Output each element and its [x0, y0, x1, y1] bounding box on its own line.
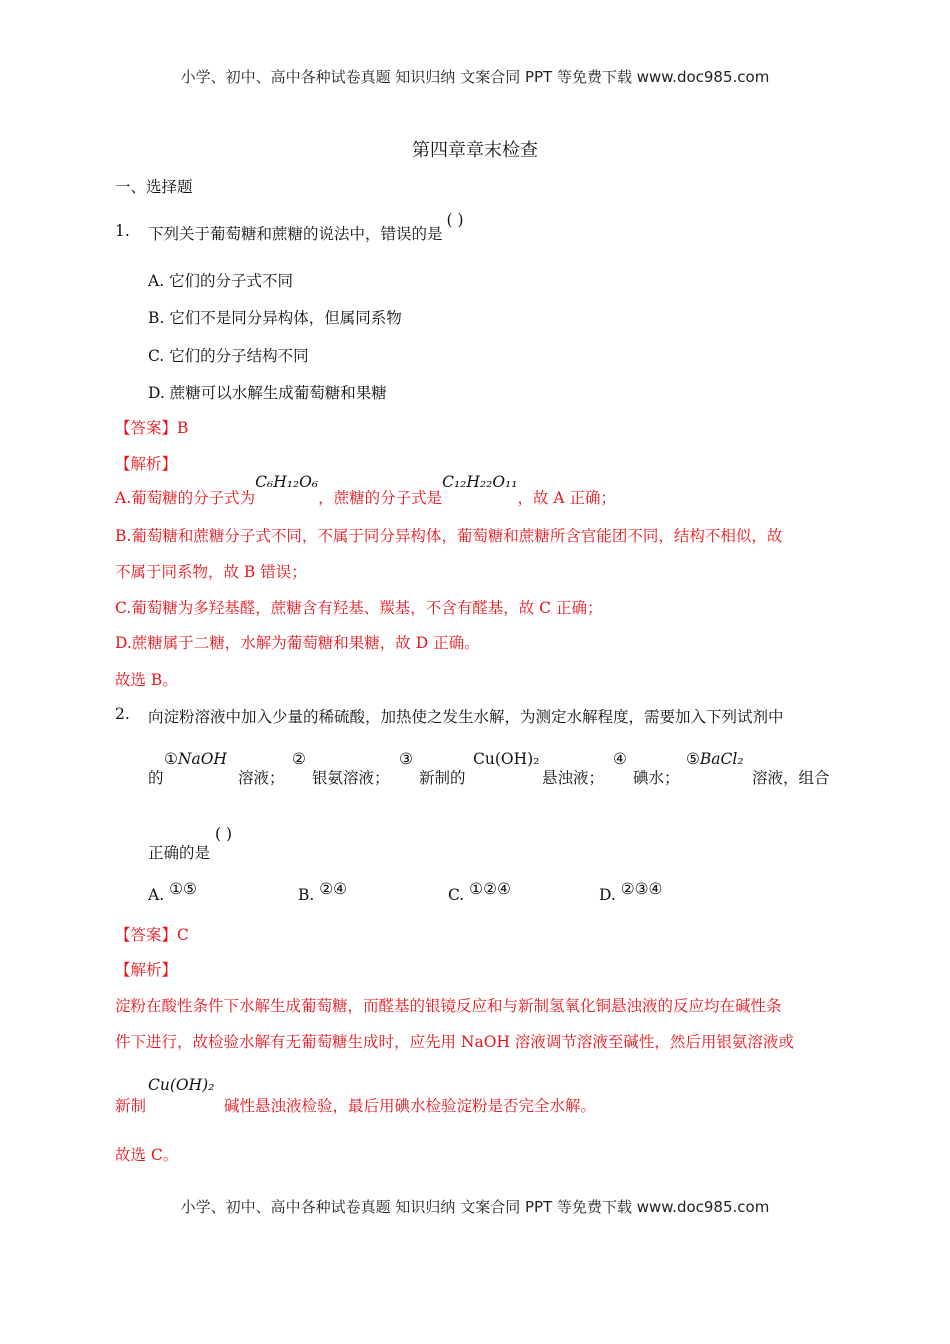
q2-option-c-value: ①②④: [469, 880, 511, 898]
page-footer: 小学、初中、高中各种试卷真题 知识归纳 文案合同 PPT 等免费下载 www.doc985.com: [180, 1198, 770, 1216]
reagent-4-text: 碘水；: [633, 769, 680, 787]
section-heading: 一、选择题: [115, 178, 193, 196]
bacl2-formula: BaCl₂: [699, 750, 744, 768]
q2-analysis-line1: 淀粉在酸性条件下水解生成葡萄糖，而醛基的银镜反应和与新制氢氧化铜悬浊液的反应均在碱性条: [115, 997, 782, 1015]
q2-analysis-line3-prefix: 新制: [115, 1097, 147, 1115]
reagent-4-mark: ④: [613, 750, 627, 768]
q1-conclusion: 故选 B。: [115, 671, 178, 689]
naoh-formula: NaOH: [177, 750, 227, 768]
q2-analysis-line3-suffix: 碱性悬浊液检验，最后用碘水检验淀粉是否完全水解。: [224, 1097, 597, 1115]
q1-option-b: B. 它们不是同分异构体，但属同系物: [148, 309, 402, 327]
document-title: 第四章章末检查: [412, 140, 538, 161]
reagent-3-text: 新制的: [419, 769, 466, 787]
q1-answer: 【答案】B: [115, 419, 189, 437]
reagent-2-text: 银氨溶液；: [312, 769, 390, 787]
page-header: 小学、初中、高中各种试卷真题 知识归纳 文案合同 PPT 等免费下载 www.doc985.com: [180, 68, 770, 86]
reagent-3-mark: ③: [399, 750, 413, 768]
glucose-formula: C₆H₁₂O₆: [255, 473, 319, 491]
cuoh2-formula: Cu(OH)₂: [473, 750, 540, 768]
q2-de: 的: [148, 769, 164, 787]
q2-stem-line1: 向淀粉溶液中加入少量的稀硫酸，加热使之发生水解，为测定水解程度，需要加入下列试剂中: [148, 708, 784, 726]
q2-option-a-label: A.: [148, 886, 165, 904]
sucrose-formula: C₁₂H₂₂O₁₁: [442, 473, 518, 491]
q2-option-b: [298, 880, 348, 904]
q1-option-d: D. 蔗糖可以水解生成葡萄糖和果糖: [148, 384, 387, 402]
reagent-1-text: 溶液；: [238, 769, 285, 787]
q2-option-b-label: B.: [298, 886, 315, 904]
q1-analysis-b-line2: 不属于同系物，故 B 错误；: [115, 563, 307, 581]
q1-analysis-d: D.蔗糖属于二糖，水解为葡萄糖和果糖，故 D 正确。: [115, 634, 480, 652]
q1-analysis-a: [115, 473, 617, 508]
q1-option-a: A. 它们的分子式不同: [148, 272, 294, 290]
q1-answer-paren: ( ): [446, 211, 464, 229]
q2-analysis-label: 【解析】: [115, 961, 178, 979]
q2-answer: 【答案】C: [115, 926, 189, 944]
q1-number: 1.: [115, 222, 130, 240]
q1-analysis-b-line1: B.葡萄糖和蔗糖分子式不同，不属于同分异构体，葡萄糖和蔗糖所含官能团不同，结构不相似，故: [115, 527, 783, 545]
q2-conclusion: 故选 C。: [115, 1146, 179, 1164]
reagent-5: [686, 750, 744, 768]
reagent-1: [164, 750, 227, 768]
reagent-3-suffix: 悬浊液；: [542, 769, 605, 787]
q2-option-a: [148, 880, 197, 904]
reagent-2-mark: ②: [292, 750, 306, 768]
q2-answer-paren: ( ): [215, 825, 233, 843]
q1-option-c: C. 它们的分子结构不同: [148, 347, 309, 365]
reagent-5-mark: ⑤: [686, 750, 700, 768]
q2-cuoh2-formula: Cu(OH)₂: [148, 1076, 215, 1094]
q1-analysis-a-text2: ，蔗糖的分子式是: [318, 489, 443, 507]
q2-option-b-value: ②④: [319, 880, 348, 898]
q1-analysis-a-text1: A.葡萄糖的分子式为: [115, 489, 256, 507]
q1-analysis-label: 【解析】: [115, 455, 178, 473]
q2-option-d-label: D.: [599, 886, 616, 904]
q2-option-a-value: ①⑤: [169, 880, 197, 898]
reagent-1-mark: ①: [164, 750, 178, 768]
q2-stem-line3: 正确的是: [148, 844, 211, 862]
q1-stem-text: 下列关于葡萄糖和蔗糖的说法中，错误的是: [148, 225, 443, 243]
q1-analysis-c: C.葡萄糖为多羟基醛，蔗糖含有羟基、羰基，不含有醛基，故 C 正确；: [115, 599, 603, 617]
q2-option-d-value: ②③④: [620, 880, 663, 898]
q1-stem: [148, 211, 464, 244]
reagent-5-text: 溶液，组合: [752, 769, 830, 787]
q2-analysis-line2: 件下进行，故检验水解有无葡萄糖生成时，应先用 NaOH 溶液调节溶液至碱性，然后用银氨溶液或: [115, 1033, 794, 1051]
q2-number: 2.: [115, 705, 130, 723]
q2-option-c: [448, 880, 511, 904]
q2-option-c-label: C.: [448, 886, 465, 904]
q2-option-d: [599, 880, 663, 904]
q1-analysis-a-text3: ，故 A 正确；: [517, 489, 617, 507]
